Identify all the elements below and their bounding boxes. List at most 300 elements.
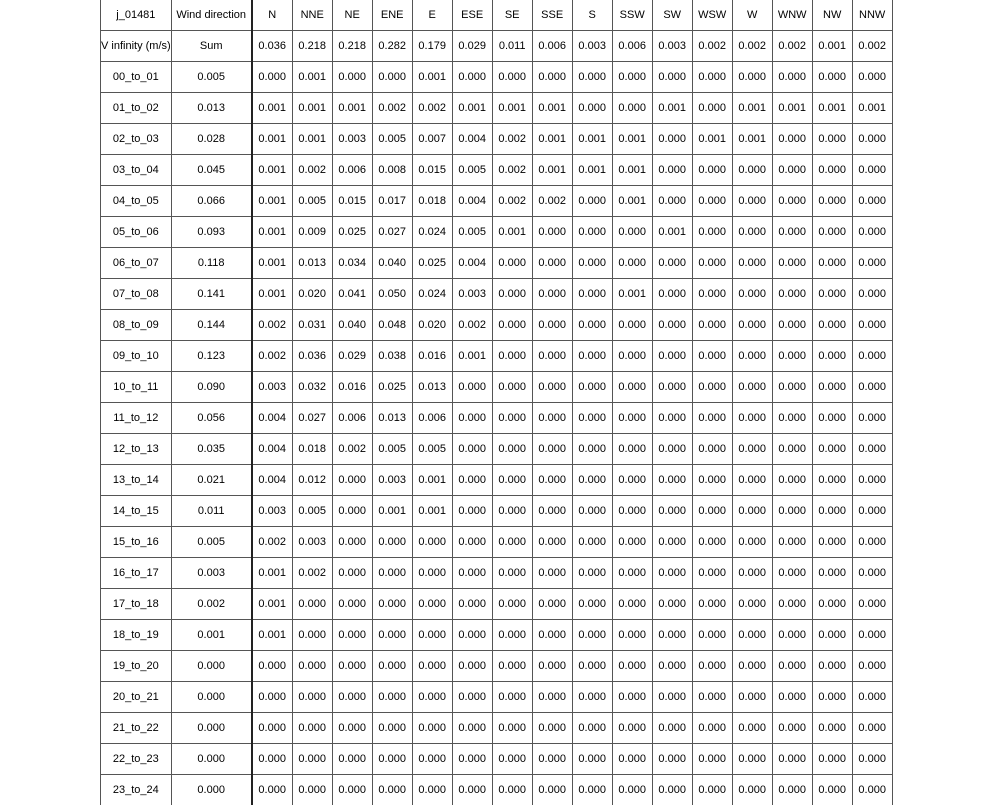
frequency-cell: 0.000 [772,310,812,341]
frequency-cell: 0.020 [412,310,452,341]
frequency-cell: 0.000 [572,744,612,775]
direction-header: E [412,0,452,31]
table-row [101,465,893,496]
frequency-cell: 0.000 [732,217,772,248]
frequency-cell: 0.000 [852,155,892,186]
frequency-cell: 0.001 [492,217,532,248]
frequency-cell: 0.000 [732,155,772,186]
frequency-cell: 0.000 [332,744,372,775]
frequency-cell: 0.000 [652,279,692,310]
frequency-cell: 0.000 [332,496,372,527]
frequency-cell: 0.015 [332,186,372,217]
frequency-cell: 0.000 [572,589,612,620]
frequency-cell: 0.000 [772,558,812,589]
frequency-cell: 0.000 [572,682,612,713]
frequency-cell: 0.001 [812,93,852,124]
frequency-cell: 0.000 [772,434,812,465]
frequency-cell: 0.000 [612,682,652,713]
frequency-cell: 0.000 [812,310,852,341]
frequency-cell: 0.000 [772,186,812,217]
frequency-cell: 0.006 [412,403,452,434]
direction-header: SSE [532,0,572,31]
frequency-cell: 0.000 [332,589,372,620]
frequency-cell: 0.000 [492,651,532,682]
frequency-cell: 0.000 [252,713,293,744]
frequency-cell: 0.001 [452,93,492,124]
frequency-cell: 0.000 [372,775,412,805]
frequency-cell: 0.000 [292,589,332,620]
frequency-cell: 0.000 [372,713,412,744]
frequency-cell: 0.002 [252,527,293,558]
frequency-cell: 0.004 [252,403,293,434]
row-sum-cell: 0.005 [171,62,252,93]
speed-bin-label: 22_to_23 [101,744,172,775]
frequency-cell: 0.000 [452,527,492,558]
frequency-cell: 0.000 [812,527,852,558]
speed-bin-label: 00_to_01 [101,62,172,93]
frequency-cell: 0.000 [612,589,652,620]
frequency-cell: 0.000 [772,744,812,775]
frequency-cell: 0.025 [332,217,372,248]
frequency-cell: 0.001 [252,279,293,310]
frequency-cell: 0.000 [492,279,532,310]
speed-bin-label: 18_to_19 [101,620,172,651]
row-sum-cell: 0.005 [171,527,252,558]
frequency-cell: 0.000 [852,558,892,589]
frequency-cell: 0.000 [812,775,852,805]
frequency-cell: 0.000 [652,682,692,713]
frequency-cell: 0.000 [652,589,692,620]
table-row [101,744,893,775]
frequency-cell: 0.000 [372,620,412,651]
frequency-cell: 0.000 [412,527,452,558]
wind-frequency-table [100,0,893,805]
frequency-cell: 0.001 [252,558,293,589]
frequency-cell: 0.000 [852,403,892,434]
frequency-cell: 0.000 [412,558,452,589]
frequency-cell: 0.000 [452,465,492,496]
frequency-cell: 0.000 [612,744,652,775]
frequency-cell: 0.000 [732,496,772,527]
frequency-cell: 0.000 [492,248,532,279]
frequency-cell: 0.000 [572,527,612,558]
frequency-cell: 0.000 [852,434,892,465]
frequency-cell: 0.018 [412,186,452,217]
frequency-cell: 0.016 [332,372,372,403]
frequency-cell: 0.000 [252,651,293,682]
frequency-cell: 0.000 [452,589,492,620]
frequency-cell: 0.000 [492,62,532,93]
frequency-cell: 0.012 [292,465,332,496]
frequency-cell: 0.000 [252,744,293,775]
frequency-cell: 0.001 [692,124,732,155]
frequency-cell: 0.001 [612,155,652,186]
frequency-cell: 0.000 [292,713,332,744]
frequency-cell: 0.000 [292,775,332,805]
frequency-cell: 0.000 [652,434,692,465]
frequency-cell: 0.000 [812,465,852,496]
frequency-cell: 0.000 [852,651,892,682]
frequency-cell: 0.000 [732,775,772,805]
frequency-cell: 0.000 [572,186,612,217]
frequency-cell: 0.000 [412,682,452,713]
frequency-cell: 0.000 [492,775,532,805]
frequency-cell: 0.000 [292,744,332,775]
frequency-cell: 0.000 [732,248,772,279]
table-row [101,713,893,744]
frequency-cell: 0.007 [412,124,452,155]
frequency-cell: 0.000 [852,620,892,651]
frequency-cell: 0.017 [372,186,412,217]
frequency-cell: 0.034 [332,248,372,279]
direction-sum-cell: 0.002 [852,31,892,62]
speed-bin-label: 15_to_16 [101,527,172,558]
frequency-cell: 0.001 [532,155,572,186]
table-row [101,124,893,155]
frequency-cell: 0.000 [612,527,652,558]
frequency-cell: 0.002 [492,155,532,186]
frequency-cell: 0.000 [652,496,692,527]
frequency-cell: 0.000 [532,682,572,713]
frequency-cell: 0.000 [572,310,612,341]
frequency-cell: 0.000 [532,589,572,620]
frequency-cell: 0.000 [332,775,372,805]
frequency-cell: 0.001 [252,589,293,620]
frequency-cell: 0.000 [812,620,852,651]
frequency-cell: 0.050 [372,279,412,310]
frequency-cell: 0.000 [572,248,612,279]
frequency-cell: 0.000 [572,713,612,744]
frequency-cell: 0.000 [772,279,812,310]
row-sum-cell: 0.000 [171,744,252,775]
frequency-cell: 0.000 [452,403,492,434]
frequency-cell: 0.001 [532,93,572,124]
speed-bin-label: 13_to_14 [101,465,172,496]
frequency-cell: 0.000 [612,775,652,805]
frequency-cell: 0.025 [412,248,452,279]
sum-row [101,31,893,62]
speed-bin-label: 01_to_02 [101,93,172,124]
frequency-cell: 0.000 [572,558,612,589]
frequency-cell: 0.001 [252,93,293,124]
frequency-cell: 0.000 [652,713,692,744]
frequency-cell: 0.000 [452,713,492,744]
direction-header: NE [332,0,372,31]
frequency-cell: 0.001 [252,248,293,279]
frequency-cell: 0.002 [252,310,293,341]
speed-bin-label: 14_to_15 [101,496,172,527]
frequency-cell: 0.000 [612,403,652,434]
frequency-cell: 0.036 [292,341,332,372]
frequency-cell: 0.000 [452,651,492,682]
frequency-cell: 0.000 [852,310,892,341]
frequency-cell: 0.000 [732,527,772,558]
frequency-cell: 0.000 [812,496,852,527]
frequency-cell: 0.001 [252,155,293,186]
frequency-cell: 0.000 [532,434,572,465]
frequency-cell: 0.001 [572,155,612,186]
frequency-cell: 0.000 [572,93,612,124]
wind-frequency-table-container [100,0,893,805]
frequency-cell: 0.000 [692,713,732,744]
frequency-cell: 0.000 [732,589,772,620]
wind-direction-label: Wind direction [171,0,252,31]
frequency-cell: 0.000 [732,651,772,682]
frequency-cell: 0.001 [612,124,652,155]
frequency-cell: 0.000 [692,341,732,372]
frequency-cell: 0.002 [292,558,332,589]
frequency-cell: 0.000 [652,465,692,496]
frequency-cell: 0.000 [652,124,692,155]
frequency-cell: 0.000 [852,589,892,620]
frequency-cell: 0.000 [372,744,412,775]
table-row [101,403,893,434]
frequency-cell: 0.000 [372,682,412,713]
frequency-cell: 0.000 [692,682,732,713]
frequency-cell: 0.000 [492,682,532,713]
frequency-cell: 0.000 [732,403,772,434]
frequency-cell: 0.000 [612,620,652,651]
frequency-cell: 0.000 [652,155,692,186]
frequency-cell: 0.000 [692,217,732,248]
frequency-cell: 0.000 [652,651,692,682]
frequency-cell: 0.000 [532,217,572,248]
frequency-cell: 0.000 [732,341,772,372]
frequency-cell: 0.000 [852,248,892,279]
frequency-cell: 0.000 [412,775,452,805]
frequency-cell: 0.000 [532,558,572,589]
row-sum-cell: 0.002 [171,589,252,620]
frequency-cell: 0.027 [292,403,332,434]
row-sum-cell: 0.000 [171,713,252,744]
frequency-cell: 0.000 [572,651,612,682]
frequency-cell: 0.000 [812,217,852,248]
frequency-cell: 0.000 [492,558,532,589]
frequency-cell: 0.000 [612,217,652,248]
direction-sum-cell: 0.001 [812,31,852,62]
table-row [101,651,893,682]
frequency-cell: 0.002 [372,93,412,124]
frequency-cell: 0.001 [252,620,293,651]
frequency-cell: 0.000 [532,62,572,93]
frequency-cell: 0.000 [492,713,532,744]
frequency-cell: 0.000 [652,527,692,558]
frequency-cell: 0.000 [452,558,492,589]
frequency-cell: 0.000 [692,558,732,589]
frequency-cell: 0.000 [452,682,492,713]
frequency-cell: 0.000 [812,558,852,589]
row-sum-cell: 0.000 [171,651,252,682]
frequency-cell: 0.003 [292,527,332,558]
frequency-cell: 0.000 [732,465,772,496]
table-row [101,279,893,310]
direction-sum-cell: 0.003 [572,31,612,62]
speed-bin-label: 21_to_22 [101,713,172,744]
frequency-cell: 0.003 [452,279,492,310]
frequency-cell: 0.000 [732,62,772,93]
frequency-cell: 0.000 [492,341,532,372]
frequency-cell: 0.000 [692,434,732,465]
frequency-cell: 0.000 [772,589,812,620]
frequency-cell: 0.005 [372,434,412,465]
frequency-cell: 0.000 [572,434,612,465]
direction-sum-cell: 0.179 [412,31,452,62]
frequency-cell: 0.000 [332,465,372,496]
frequency-cell: 0.000 [812,62,852,93]
table-row [101,589,893,620]
frequency-cell: 0.001 [412,465,452,496]
frequency-cell: 0.000 [652,403,692,434]
frequency-cell: 0.000 [772,341,812,372]
row-sum-cell: 0.093 [171,217,252,248]
frequency-cell: 0.024 [412,217,452,248]
row-sum-cell: 0.045 [171,155,252,186]
frequency-cell: 0.001 [252,186,293,217]
frequency-cell: 0.001 [412,496,452,527]
direction-header: SSW [612,0,652,31]
frequency-cell: 0.001 [852,93,892,124]
frequency-cell: 0.002 [492,186,532,217]
frequency-cell: 0.000 [532,310,572,341]
frequency-cell: 0.000 [492,310,532,341]
row-sum-cell: 0.011 [171,496,252,527]
frequency-cell: 0.000 [572,372,612,403]
direction-sum-cell: 0.282 [372,31,412,62]
frequency-cell: 0.000 [452,434,492,465]
frequency-cell: 0.000 [812,713,852,744]
frequency-cell: 0.000 [812,248,852,279]
frequency-cell: 0.000 [612,651,652,682]
frequency-cell: 0.016 [412,341,452,372]
table-row [101,341,893,372]
frequency-cell: 0.000 [292,620,332,651]
frequency-cell: 0.000 [612,465,652,496]
frequency-cell: 0.005 [372,124,412,155]
frequency-cell: 0.000 [812,651,852,682]
frequency-cell: 0.000 [812,434,852,465]
frequency-cell: 0.000 [652,341,692,372]
frequency-cell: 0.000 [572,620,612,651]
frequency-cell: 0.000 [692,155,732,186]
direction-sum-cell: 0.036 [252,31,293,62]
table-row [101,310,893,341]
frequency-cell: 0.000 [852,744,892,775]
frequency-cell: 0.000 [732,434,772,465]
corner-label: j_01481 [101,0,172,31]
frequency-cell: 0.000 [772,217,812,248]
frequency-cell: 0.000 [332,682,372,713]
frequency-cell: 0.000 [532,465,572,496]
frequency-cell: 0.025 [372,372,412,403]
frequency-cell: 0.000 [332,620,372,651]
frequency-cell: 0.024 [412,279,452,310]
frequency-cell: 0.000 [452,496,492,527]
frequency-cell: 0.001 [612,279,652,310]
frequency-cell: 0.015 [412,155,452,186]
frequency-cell: 0.040 [332,310,372,341]
frequency-cell: 0.000 [532,620,572,651]
frequency-cell: 0.000 [612,62,652,93]
frequency-cell: 0.000 [652,775,692,805]
frequency-cell: 0.000 [652,620,692,651]
frequency-cell: 0.000 [572,341,612,372]
frequency-cell: 0.001 [292,62,332,93]
row-sum-cell: 0.003 [171,558,252,589]
row-sum-cell: 0.118 [171,248,252,279]
frequency-cell: 0.000 [452,744,492,775]
frequency-cell: 0.000 [772,496,812,527]
frequency-cell: 0.048 [372,310,412,341]
frequency-cell: 0.000 [812,155,852,186]
direction-sum-cell: 0.218 [292,31,332,62]
frequency-cell: 0.002 [292,155,332,186]
frequency-cell: 0.000 [852,465,892,496]
frequency-cell: 0.000 [692,62,732,93]
frequency-cell: 0.000 [852,682,892,713]
frequency-cell: 0.000 [812,186,852,217]
frequency-cell: 0.000 [732,558,772,589]
frequency-cell: 0.000 [772,465,812,496]
frequency-cell: 0.001 [732,124,772,155]
frequency-cell: 0.000 [572,62,612,93]
speed-bin-label: 17_to_18 [101,589,172,620]
row-sum-cell: 0.056 [171,403,252,434]
direction-header: W [732,0,772,31]
frequency-cell: 0.000 [492,620,532,651]
frequency-cell: 0.000 [532,713,572,744]
frequency-cell: 0.000 [852,341,892,372]
table-row [101,682,893,713]
frequency-cell: 0.000 [452,620,492,651]
frequency-cell: 0.000 [532,248,572,279]
frequency-cell: 0.001 [292,93,332,124]
frequency-cell: 0.000 [292,682,332,713]
frequency-cell: 0.001 [252,217,293,248]
frequency-cell: 0.000 [732,620,772,651]
frequency-cell: 0.000 [652,558,692,589]
frequency-cell: 0.000 [772,248,812,279]
frequency-cell: 0.013 [412,372,452,403]
frequency-cell: 0.041 [332,279,372,310]
frequency-cell: 0.000 [812,124,852,155]
row-sum-cell: 0.141 [171,279,252,310]
direction-header: SW [652,0,692,31]
speed-bin-label: 03_to_04 [101,155,172,186]
speed-bin-label: 04_to_05 [101,186,172,217]
frequency-cell: 0.000 [772,62,812,93]
frequency-cell: 0.000 [652,186,692,217]
frequency-cell: 0.000 [772,775,812,805]
table-row [101,620,893,651]
frequency-cell: 0.000 [852,186,892,217]
direction-header: WNW [772,0,812,31]
direction-sum-cell: 0.002 [732,31,772,62]
frequency-cell: 0.002 [412,93,452,124]
frequency-cell: 0.029 [332,341,372,372]
frequency-cell: 0.000 [532,651,572,682]
frequency-cell: 0.001 [252,124,293,155]
frequency-cell: 0.000 [692,403,732,434]
direction-sum-cell: 0.029 [452,31,492,62]
frequency-cell: 0.000 [492,527,532,558]
frequency-cell: 0.000 [692,93,732,124]
frequency-cell: 0.013 [292,248,332,279]
frequency-cell: 0.004 [452,248,492,279]
frequency-cell: 0.005 [292,186,332,217]
frequency-cell: 0.000 [652,248,692,279]
frequency-cell: 0.000 [412,620,452,651]
frequency-cell: 0.001 [572,124,612,155]
